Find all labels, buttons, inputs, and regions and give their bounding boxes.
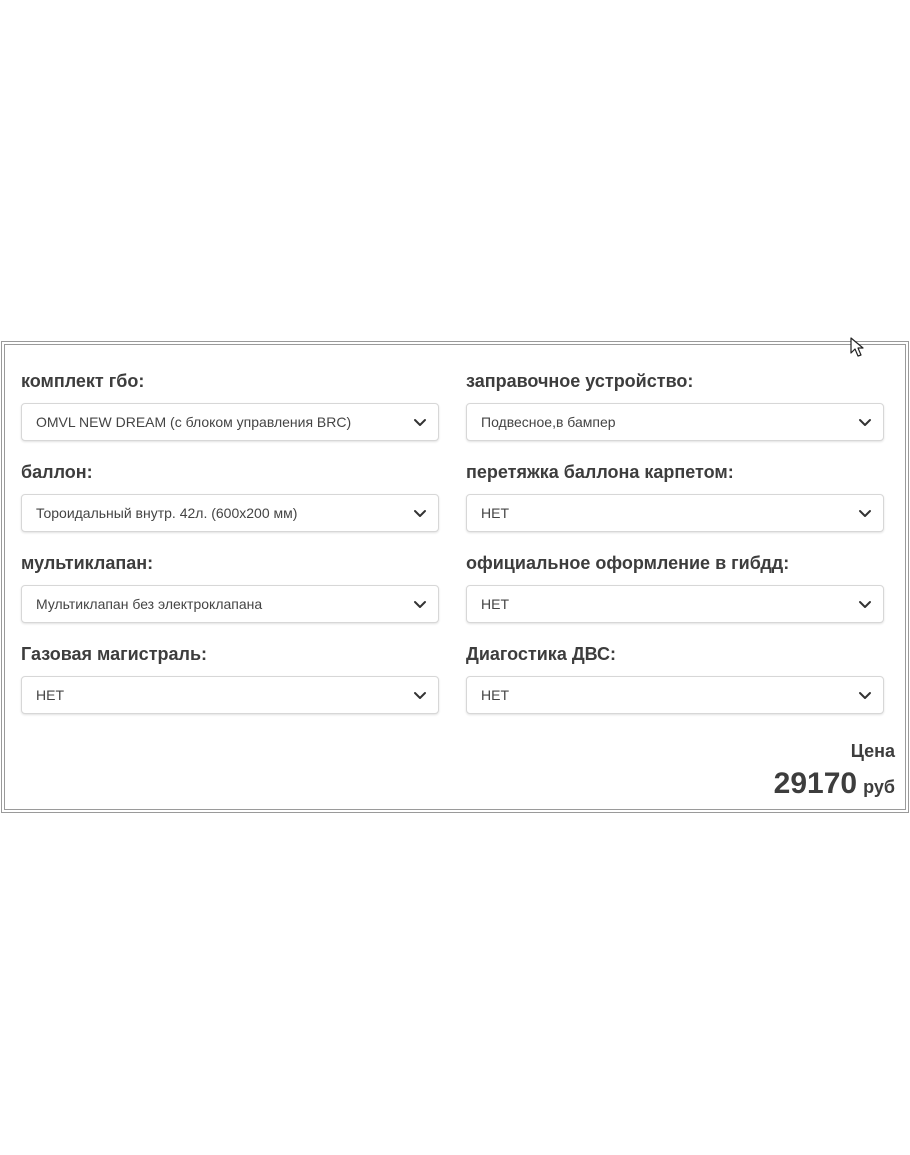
field-label: заправочное устройство: bbox=[466, 371, 694, 391]
field-label: мультиклапан: bbox=[21, 553, 154, 573]
select-value: OMVL NEW DREAM (с блоком управления BRC) bbox=[36, 414, 352, 430]
calculator-panel bbox=[4, 344, 906, 810]
chevron-down-icon bbox=[857, 505, 873, 521]
gbo-kit-select[interactable] bbox=[21, 403, 439, 441]
field-official-registration bbox=[466, 551, 884, 623]
engine-diagnostics-select[interactable] bbox=[466, 676, 884, 714]
price-value: 29170 bbox=[773, 767, 858, 800]
filling-device-select[interactable] bbox=[466, 403, 884, 441]
chevron-down-icon bbox=[857, 687, 873, 703]
official-registration-select[interactable] bbox=[466, 585, 884, 623]
field-gas-line bbox=[21, 642, 439, 714]
select-value: НЕТ bbox=[36, 687, 64, 703]
field-filling-device bbox=[466, 369, 884, 441]
field-label: Диагостика ДВС: bbox=[466, 644, 616, 664]
select-value: НЕТ bbox=[481, 505, 509, 521]
field-label: баллон: bbox=[21, 462, 93, 482]
field-tank-carpet bbox=[466, 460, 884, 532]
field-label: перетяжка баллона карпетом: bbox=[466, 462, 734, 482]
field-label: комплект гбо: bbox=[21, 371, 145, 391]
multivalve-select[interactable] bbox=[21, 585, 439, 623]
gas-line-select[interactable] bbox=[21, 676, 439, 714]
field-tank bbox=[21, 460, 439, 532]
select-value: Тороидальный внутр. 42л. (600x200 мм) bbox=[36, 505, 298, 521]
chevron-down-icon bbox=[412, 687, 428, 703]
select-value: Мультиклапан без электроклапана bbox=[36, 596, 263, 612]
price-label: Цена bbox=[850, 741, 895, 761]
tank-select[interactable] bbox=[21, 494, 439, 532]
select-value: НЕТ bbox=[481, 687, 509, 703]
chevron-down-icon bbox=[412, 596, 428, 612]
field-label: Газовая магистраль: bbox=[21, 644, 208, 664]
chevron-down-icon bbox=[412, 505, 428, 521]
field-gbo-kit bbox=[21, 369, 439, 441]
price-unit: руб bbox=[863, 777, 895, 797]
select-value: Подвесное,в бампер bbox=[481, 414, 616, 430]
field-label: официальное оформление в гибдд: bbox=[466, 553, 790, 573]
tank-carpet-select[interactable] bbox=[466, 494, 884, 532]
price-total bbox=[774, 767, 895, 801]
mouse-pointer-icon bbox=[848, 336, 868, 358]
chevron-down-icon bbox=[412, 414, 428, 430]
field-multivalve bbox=[21, 551, 439, 623]
select-value: НЕТ bbox=[481, 596, 509, 612]
chevron-down-icon bbox=[857, 414, 873, 430]
chevron-down-icon bbox=[857, 596, 873, 612]
field-engine-diagnostics bbox=[466, 642, 884, 714]
gbo-calculator bbox=[1, 341, 909, 813]
